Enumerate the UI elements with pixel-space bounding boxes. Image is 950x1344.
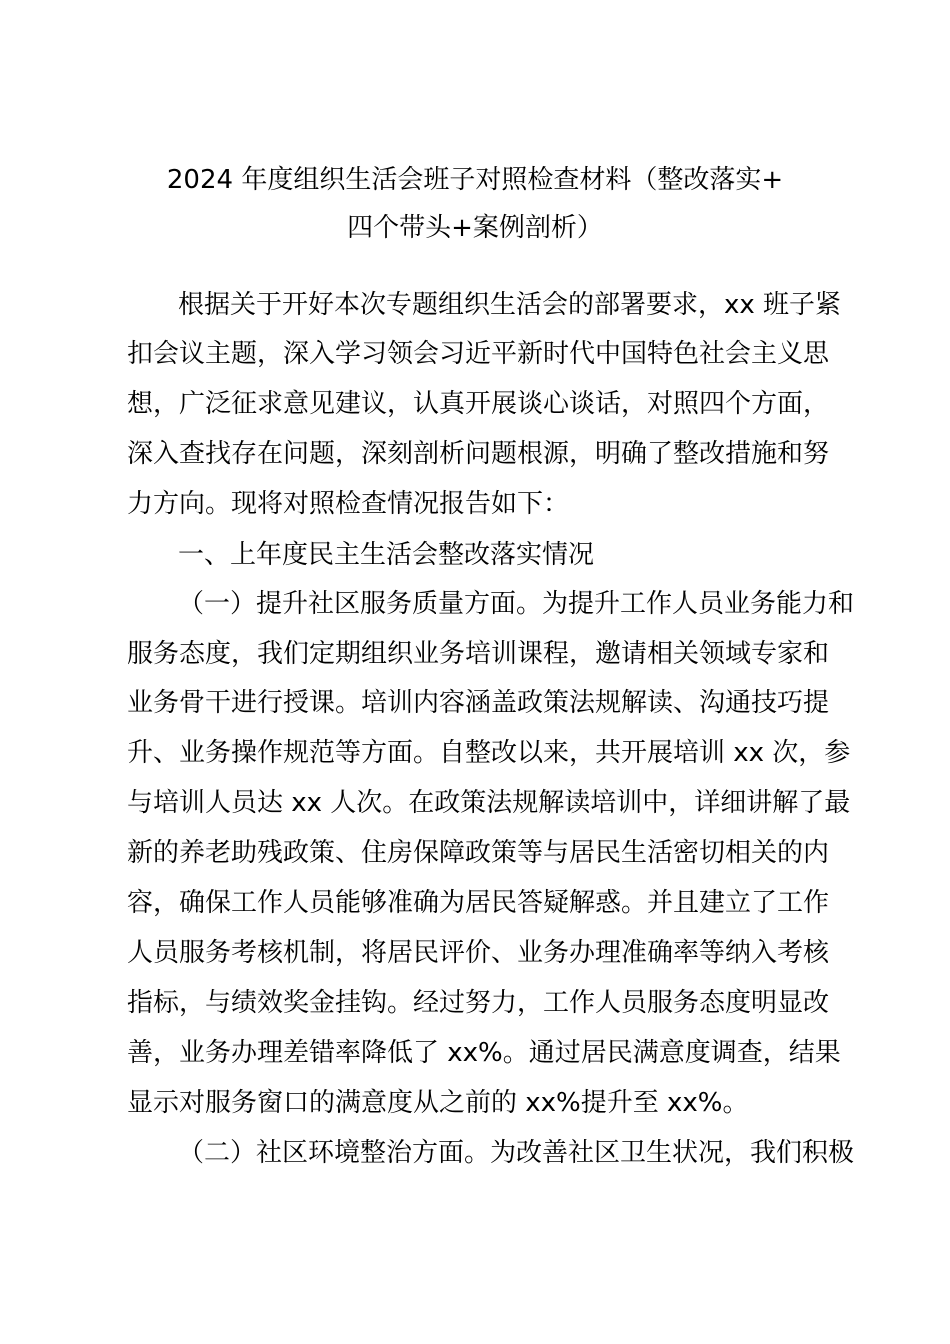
item-1-line: （一）提升社区服务质量方面。为提升工作人员业务能力和: [178, 589, 855, 619]
item-1-line: 人员服务考核机制，将居民评价、业务办理准确率等纳入考核: [127, 938, 830, 968]
item-1-line: 善，业务办理差错率降低了 xx%。通过居民满意度调查，结果: [127, 1038, 841, 1068]
intro-line: 想，广泛征求意见建议，认真开展谈心谈话，对照四个方面，: [127, 389, 830, 419]
item-1-line: 服务态度，我们定期组织业务培训课程，邀请相关领域专家和: [127, 639, 830, 669]
intro-line: 深入查找存在问题，深刻剖析问题根源，明确了整改措施和努: [127, 439, 830, 469]
item-1-line: 容，确保工作人员能够准确为居民答疑解惑。并且建立了工作: [127, 888, 830, 918]
item-1-line: 业务骨干进行授课。培训内容涵盖政策法规解读、沟通技巧提: [127, 688, 830, 718]
document-title-line-2: 四个带头+案例剖析）: [347, 213, 603, 243]
item-1-line: 显示对服务窗口的满意度从之前的 xx%提升至 xx%。: [127, 1088, 749, 1118]
item-2-line: （二）社区环境整治方面。为改善社区卫生状况，我们积极: [178, 1138, 855, 1168]
intro-line: 力方向。现将对照检查情况报告如下：: [127, 489, 570, 519]
document-title-line-1: 2024 年度组织生活会班子对照检查材料（整改落实+: [166, 165, 784, 195]
item-1-line: 与培训人员达 xx 人次。在政策法规解读培训中，详细讲解了最: [127, 788, 851, 818]
intro-line: 扣会议主题，深入学习领会习近平新时代中国特色社会主义思: [127, 339, 830, 369]
item-1-line: 指标，与绩效奖金挂钩。经过努力，工作人员服务态度明显改: [127, 988, 830, 1018]
section-heading: 一、上年度民主生活会整改落实情况: [178, 540, 595, 570]
item-1-line: 新的养老助残政策、住房保障政策等与居民生活密切相关的内: [127, 838, 830, 868]
intro-line: 根据关于开好本次专题组织生活会的部署要求，xx 班子紧: [178, 290, 842, 320]
item-1-line: 升、业务操作规范等方面。自整改以来，共开展培训 xx 次，参: [127, 738, 851, 768]
